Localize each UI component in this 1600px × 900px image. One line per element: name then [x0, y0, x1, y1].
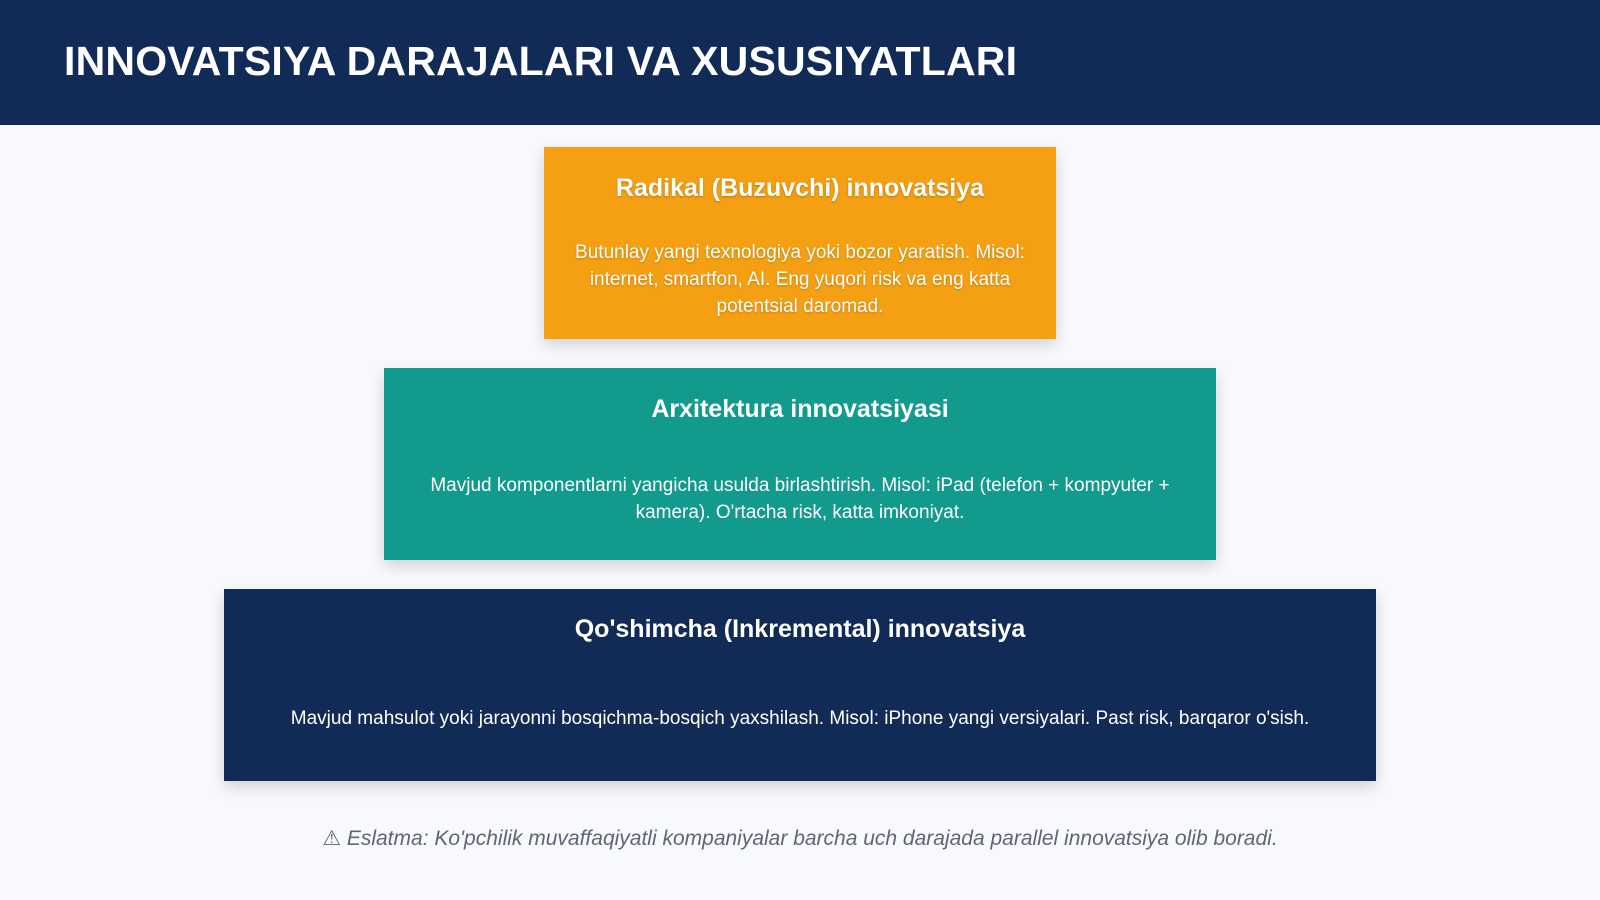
- level-incremental-box: [224, 589, 1376, 781]
- level-radical-title: Radikal (Buzuvchi) innovatsiya: [615, 174, 985, 202]
- level-incremental-title: Qo'shimcha (Inkremental) innovatsiya: [574, 615, 1026, 643]
- footer-note: ⚠ Eslatma: Ko'pchilik muvaffaqiyatli kompaniyalar barcha uch darajada parallel innovatsiya olib boradi.: [322, 827, 1278, 850]
- page-title: INNOVATSIYA DARAJALARI VA XUSUSIYATLARI: [64, 38, 1018, 84]
- level-architecture-description: Mavjud komponentlarni yangicha usulda birlashtirish. Misol: iPad (telefon + kompyuter + kamera). O'rtacha risk, katta imkoniyat.: [430, 475, 1170, 523]
- level-architecture-box: [384, 368, 1216, 560]
- level-architecture-title: Arxitektura innovatsiyasi: [651, 395, 949, 423]
- level-radical-box: [544, 147, 1056, 339]
- header-bar: [0, 0, 1600, 125]
- level-radical-description: Butunlay yangi texnologiya yoki bozor yaratish. Misol: internet, smartfon, AI. Eng yuqori risk va eng katta potentsial daromad.: [575, 242, 1025, 317]
- level-incremental-description: Mavjud mahsulot yoki jarayonni bosqichma-bosqich yaxshilash. Misol: iPhone yangi versiyalari. Past risk, barqaror o'sish.: [290, 708, 1310, 729]
